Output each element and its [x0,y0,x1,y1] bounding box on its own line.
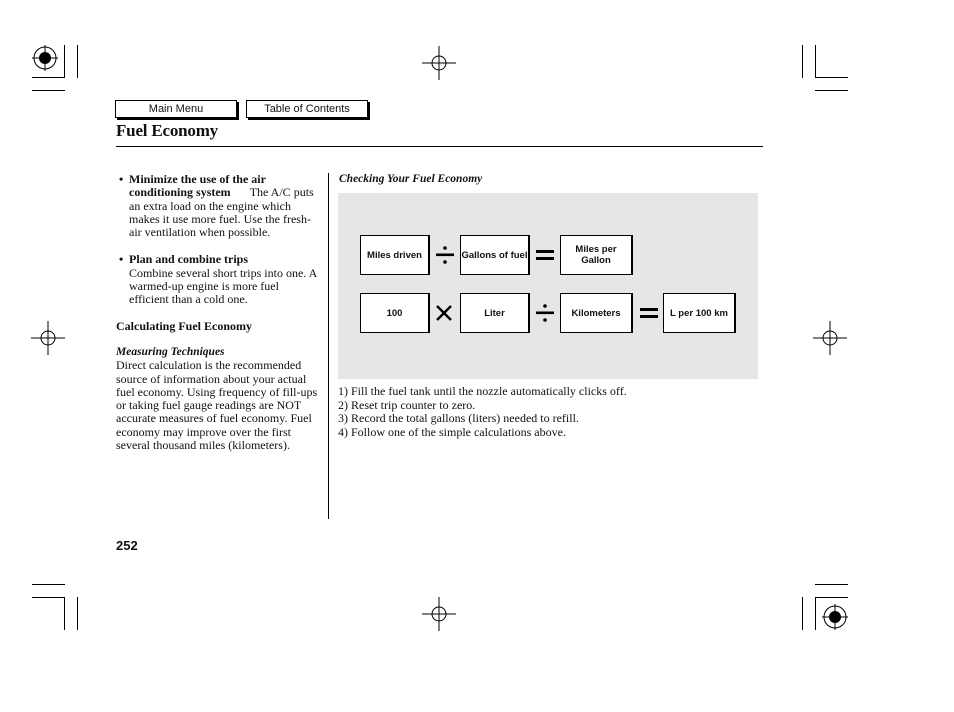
calc-heading: Calculating Fuel Economy [116,318,253,333]
measure-heading: Measuring Techniques [116,345,225,358]
equals-icon [534,247,556,263]
box-liter: Liter [460,293,530,333]
page-title: Fuel Economy [116,121,218,140]
registration-target-icon [30,44,60,74]
bullet-trips-body: Combine several short trips into one. A warmed-up engine is more fuel efficient than a cold one. [129,265,317,307]
box-miles-driven: Miles driven [360,235,430,275]
bullet-ac-title-2: conditioning system [129,185,231,200]
bullet-dot: • [119,172,124,186]
step-item: 4) Follow one of the simple calculations above. [338,424,566,439]
bullet-trips [116,253,321,306]
crosshair-icon [813,321,847,355]
formula-panel [338,193,758,379]
measure-body: Direct calculation is the recommended source of information about your actual fuel economy. Using frequency of fill-ups or taking fuel gauge readings are NOT accurate measures of fuel economy. Fuel economy may improve over the first several thousand miles (kilometers). [116,358,318,453]
bullet-ac-tail: The A/C [249,185,291,200]
registration-target-icon [820,603,850,633]
bullet-trips-title: Plan and combine trips [129,252,249,267]
box-100: 100 [360,293,430,333]
divide-icon [534,302,556,324]
divide-icon [434,244,456,266]
equals-icon [638,305,660,321]
crosshair-icon [422,597,456,631]
table-of-contents-button[interactable]: Table of Contents [246,100,368,118]
crosshair-icon [422,46,456,80]
crosshair-icon [31,321,65,355]
box-miles-per-gallon: Miles per Gallon [560,235,633,275]
step-item: 2) Reset trip counter to zero. [338,397,476,412]
bullet-ac [116,173,321,239]
step-item: 1) Fill the fuel tank until the nozzle automatically clicks off. [338,384,627,398]
left-column [116,173,321,452]
box-kilometers: Kilometers [560,293,633,333]
bullet-ac-body: puts an extra load on the engine which makes it use more fuel. Use the fresh-air ventilation when possible. [129,185,314,240]
box-gallons-of-fuel: Gallons of fuel [460,235,530,275]
box-l-per-100-km: L per 100 km [663,293,736,333]
multiply-icon [434,303,454,323]
main-menu-button[interactable]: Main Menu [115,100,237,118]
bullet-ac-title: Minimize the use of the air [129,172,266,186]
page-number: 252 [116,538,138,553]
column-divider [328,173,329,519]
step-item: 3) Record the total gallons (liters) needed to refill. [338,411,579,425]
diagram-title: Checking Your Fuel Economy [339,173,483,185]
title-rule [116,146,763,147]
bullet-dot: • [119,252,124,267]
steps-list [338,385,627,439]
